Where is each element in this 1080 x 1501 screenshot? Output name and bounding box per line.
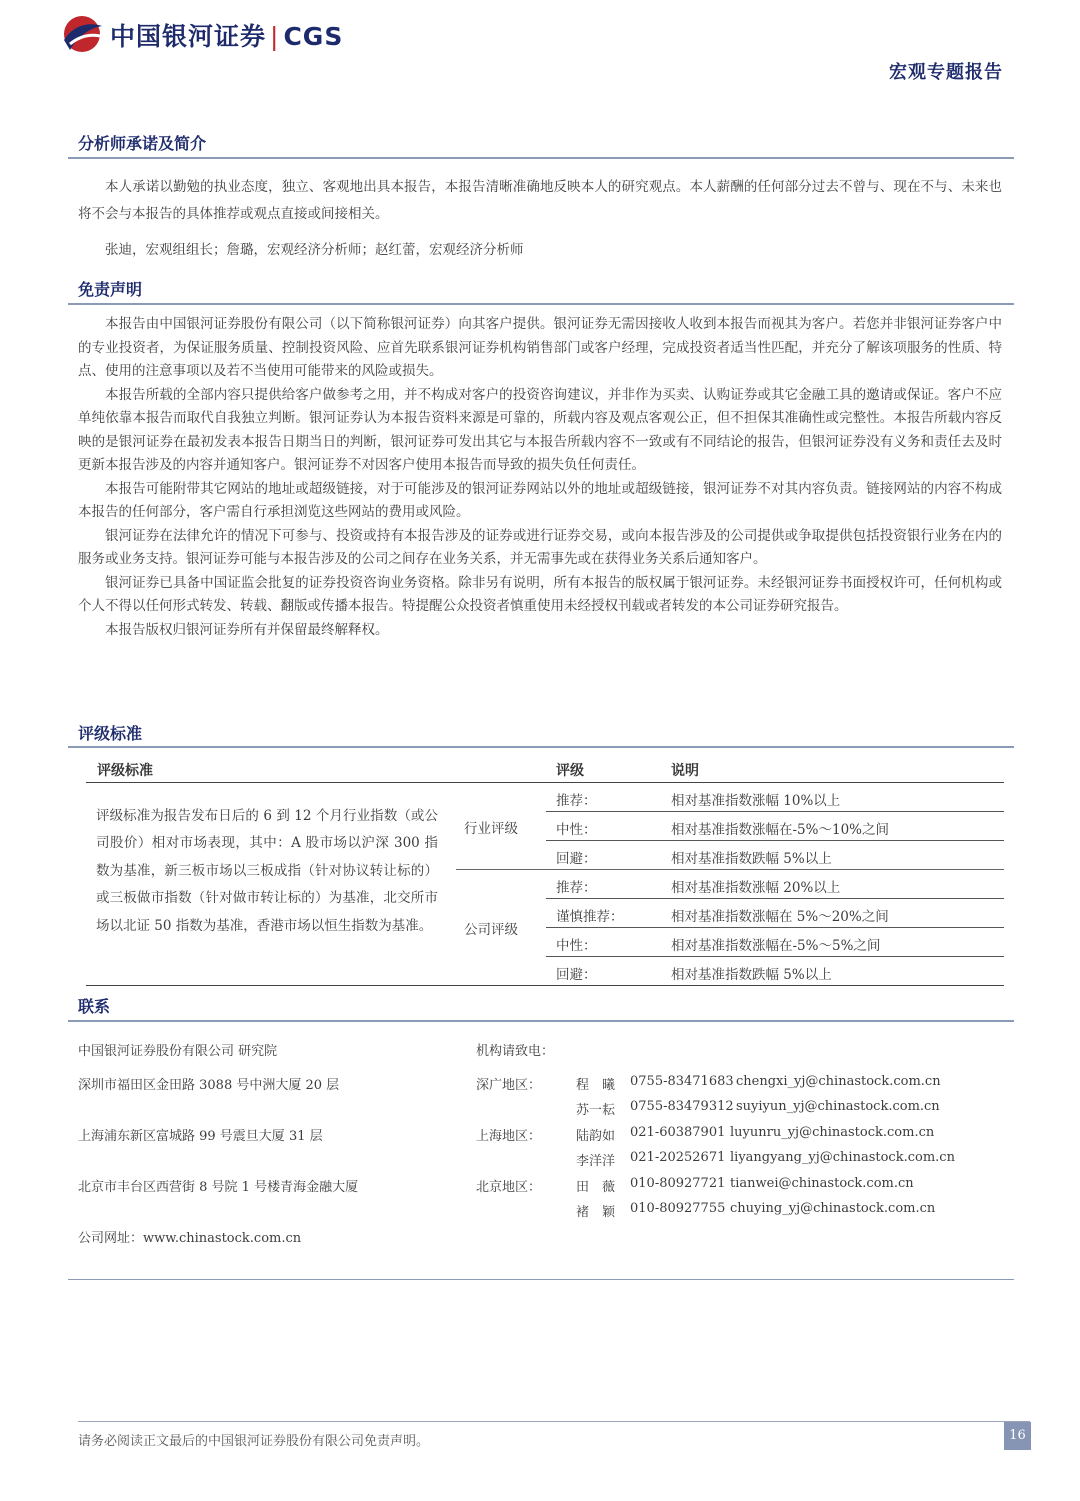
- rating-value: 推荐：: [556, 880, 597, 896]
- brand-name-en: CGS: [283, 22, 344, 51]
- address-shenzhen: 深圳市福田区金田路 3088 号中洲大厦 20 层: [78, 1078, 340, 1093]
- contact-phone: 010-80927755: [630, 1201, 726, 1216]
- contact-email[interactable]: tianwei@chinastock.com.cn: [730, 1176, 914, 1191]
- row-rule: [546, 898, 1004, 899]
- contact-name: 田 薇: [576, 1180, 616, 1195]
- rating-explanation: 相对基准指数涨幅 20%以上: [671, 880, 841, 896]
- region-label: 上海地区：: [476, 1129, 542, 1144]
- section-divider: [68, 303, 1014, 305]
- contact-name: 程 曦: [576, 1078, 616, 1093]
- contact-email[interactable]: liyangyang_yj@chinastock.com.cn: [730, 1150, 955, 1165]
- rating-header-desc: 说明: [671, 763, 699, 779]
- row-rule: [546, 840, 1004, 841]
- disclaimer-paragraph: 本报告由中国银河证券股份有限公司（以下简称银河证券）向其客户提供。银河证券无需因接收人收到本报告而视其为客户。若您并非银河证券客户中的专业投资者，为保证服务质量、控制投资风险、应首先联系银河证券机构销售部门或客户经理，完成投资者适当性匹配，并充分了解该项服务的性质、特点、使用的注意事项以及若不当使用可能带来的风险或损失。: [78, 316, 1002, 379]
- section-divider: [68, 746, 1014, 748]
- contact-phone: 0755-83471683: [630, 1074, 734, 1089]
- contact-name: 苏一耘: [576, 1103, 616, 1118]
- company-name: 中国银河证券股份有限公司 研究院: [78, 1044, 278, 1059]
- rating-standard-description: 评级标准为报告发布日后的 6 到 12 个月行业指数（或公司股价）相对市场表现，其中：A 股市场以沪深 300 指数为基准，新三板市场以三板成指（针对协议转让标的）或三板做市指数（针对做市转让标的）为基准，北交所市场以北证 50 指数为基准，香港市场以恒生指数为基准。: [96, 808, 438, 934]
- page-number: 16: [1004, 1422, 1031, 1450]
- disclaimer-paragraph: 银河证券已具备中国证监会批复的证券投资咨询业务资格。除非另有说明，所有本报告的版权属于银河证券。未经银河证券书面授权许可，任何机构或个人不得以任何形式转发、转载、翻版或传播本报告。特提醒公众投资者慎重使用未经授权刊载或者转发的本公司证券研究报告。: [78, 574, 1002, 614]
- section-title-contact: 联系: [78, 997, 111, 1016]
- rating-explanation: 相对基准指数跌幅 5%以上: [671, 967, 832, 983]
- analyst-names: 张迪，宏观组组长；詹璐，宏观经济分析师；赵红蕾，宏观经济分析师: [105, 242, 524, 258]
- contact-phone: 021-20252671: [630, 1150, 726, 1165]
- rating-header-standard: 评级标准: [97, 763, 153, 779]
- section-divider: [68, 1020, 1014, 1022]
- cgs-logo-icon: [60, 14, 104, 54]
- rating-explanation: 相对基准指数涨幅在-5%～5%之间: [671, 938, 881, 954]
- rating-table-bottom-rule: [86, 985, 1004, 986]
- section-title-disclaimer: 免责声明: [78, 280, 143, 299]
- contact-phone: 0755-83479312: [630, 1099, 734, 1114]
- contact-phone: 021-60387901: [630, 1125, 726, 1140]
- rating-value: 中性：: [556, 822, 597, 838]
- rating-table-header-rule: [86, 782, 1004, 783]
- company-website[interactable]: 公司网址：www.chinastock.com.cn: [78, 1231, 302, 1246]
- disclaimer-paragraph: 本报告可能附带其它网站的地址或超级链接，对于可能涉及的银河证券网站以外的地址或超级链接，银河证券不对其内容负责。链接网站的内容不构成本报告的任何部分，客户需自行承担浏览这些网站的费用或风险。: [78, 480, 1002, 520]
- footer-note: 请务必阅读正文最后的中国银河证券股份有限公司免责声明。: [78, 1434, 430, 1449]
- contact-phone: 010-80927721: [630, 1176, 726, 1191]
- row-rule: [546, 927, 1004, 928]
- address-shanghai: 上海浦东新区富城路 99 号震旦大厦 31 层: [78, 1129, 323, 1144]
- region-label: 深广地区：: [476, 1078, 542, 1093]
- contact-name: 陆韵如: [576, 1129, 616, 1144]
- rating-explanation: 相对基准指数涨幅 10%以上: [671, 793, 841, 809]
- rating-explanation: 相对基准指数跌幅 5%以上: [671, 851, 832, 867]
- row-rule: [546, 956, 1004, 957]
- disclaimer-paragraph: 本报告版权归银河证券所有并保留最终解释权。: [105, 621, 389, 638]
- company-rating-label: 公司评级: [464, 922, 518, 938]
- rating-group-divider: [456, 869, 1004, 870]
- commitment-text: 本人承诺以勤勉的执业态度，独立、客观地出具本报告，本报告清晰准确地反映本人的研究观点。本人薪酬的任何部分过去不曾与、现在不与、未来也将不会与本报告的具体推荐或观点直接或间接相关。: [78, 179, 1002, 222]
- disclaimer-paragraph: 银河证券在法律允许的情况下可参与、投资或持有本报告涉及的证券或进行证券交易，或向本报告涉及的公司提供或争取提供包括投资银行业务在内的服务或业务支持。银河证券可能与本报告涉及的公司之间存在业务关系，并无需事先或在获得业务关系后通知客户。: [78, 527, 1002, 567]
- brand-name-cn: 中国银河证券: [110, 22, 267, 51]
- brand-separator: |: [270, 22, 280, 51]
- contact-bottom-rule: [68, 1279, 1014, 1280]
- rating-explanation: 相对基准指数涨幅在 5%～20%之间: [671, 909, 889, 925]
- brand-logo-text: [110, 17, 343, 53]
- contact-email[interactable]: luyunru_yj@chinastock.com.cn: [730, 1125, 935, 1140]
- contact-email[interactable]: chengxi_yj@chinastock.com.cn: [736, 1074, 941, 1089]
- section-title-rating: 评级标准: [78, 724, 143, 743]
- address-beijing: 北京市丰台区西营街 8 号院 1 号楼青海金融大厦: [78, 1180, 359, 1195]
- region-label: 北京地区：: [476, 1180, 542, 1195]
- rating-value: 回避：: [556, 967, 597, 983]
- report-type: 宏观专题报告: [889, 62, 1003, 83]
- rating-value: 谨慎推荐：: [556, 909, 624, 925]
- rating-header-rating: 评级: [556, 763, 584, 779]
- contact-name: 李洋洋: [576, 1154, 616, 1169]
- analyst-list: [78, 239, 1002, 263]
- rating-value: 中性：: [556, 938, 597, 954]
- footer-divider: [78, 1421, 1030, 1422]
- section-divider: [68, 157, 1014, 159]
- contact-name: 褚 颖: [576, 1205, 616, 1220]
- section-title-analyst: 分析师承诺及简介: [78, 134, 207, 153]
- disclaimer-paragraph: 本报告所载的全部内容只提供给客户做参考之用，并不构成对客户的投资咨询建议，并非作为买卖、认购证券或其它金融工具的邀请或保证。客户不应单纯依靠本报告而取代自我独立判断。银河证券认为本报告资料来源是可靠的，所载内容及观点客观公正，但不担保其准确性或完整性。本报告所载内容反映的是银河证券在最初发表本报告日期当日的判断，银河证券可发出其它与本报告所载内容不一致或有不同结论的报告，但银河证券没有义务和责任去及时更新本报告涉及的内容并通知客户。银河证券不对因客户使用本报告而导致的损失负任何责任。: [78, 386, 1002, 473]
- inquiry-label: 机构请致电：: [476, 1044, 555, 1059]
- disclaimer-body: [78, 313, 1002, 642]
- industry-rating-label: 行业评级: [464, 821, 518, 837]
- rating-explanation: 相对基准指数涨幅在-5%～10%之间: [671, 822, 889, 838]
- contact-email[interactable]: chuying_yj@chinastock.com.cn: [730, 1201, 936, 1216]
- contact-email[interactable]: suyiyun_yj@chinastock.com.cn: [736, 1099, 940, 1114]
- rating-value: 推荐：: [556, 793, 597, 809]
- row-rule: [546, 811, 1004, 812]
- analyst-commitment: [78, 174, 1002, 228]
- rating-value: 回避：: [556, 851, 597, 867]
